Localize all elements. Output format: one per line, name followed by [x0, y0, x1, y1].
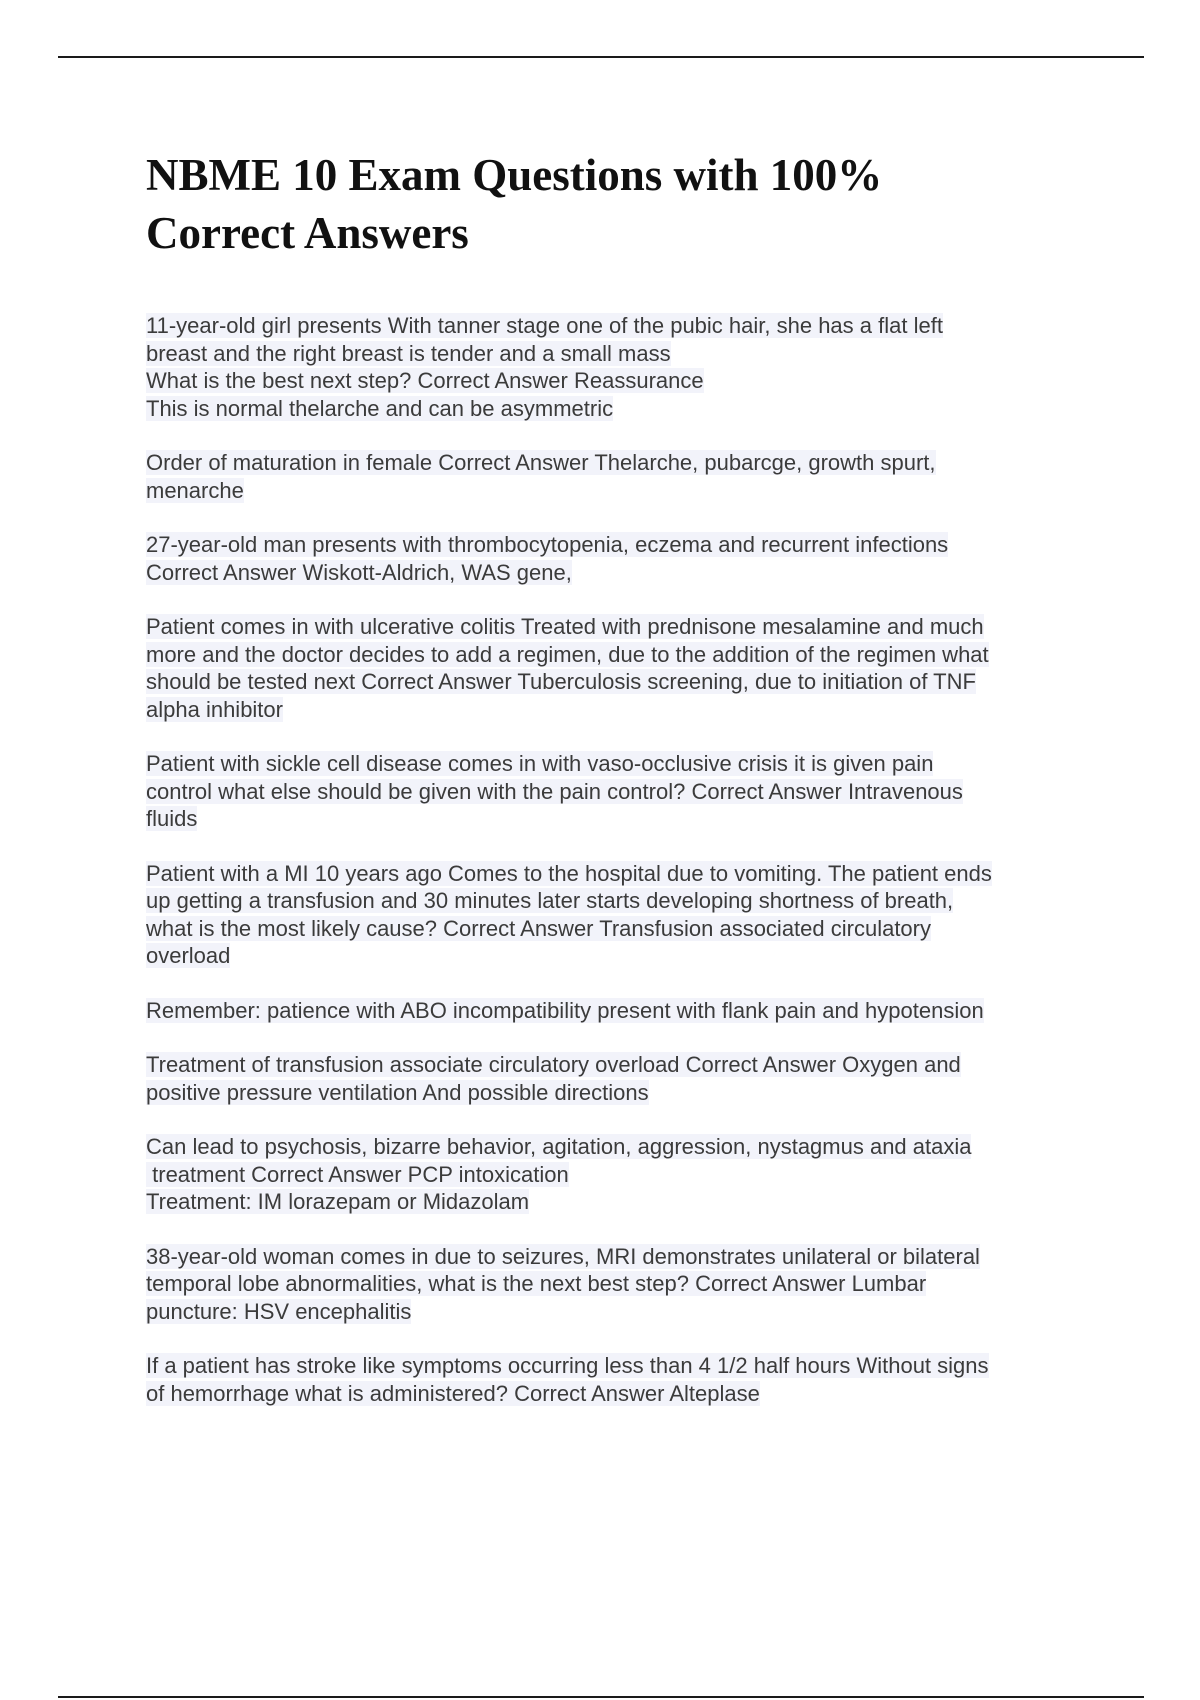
qa-line-text: Correct Answer Wiskott-Aldrich, WAS gene, — [146, 559, 572, 585]
qa-item — [146, 312, 1096, 422]
header-rule — [58, 56, 1144, 58]
qa-line — [146, 887, 1096, 915]
qa-line — [146, 340, 1096, 368]
qa-line-text: menarche — [146, 477, 244, 503]
qa-line — [146, 750, 1096, 778]
qa-item — [146, 613, 1096, 723]
qa-line-text: should be tested next Correct Answer Tuberculosis screening, due to initiation of TNF — [146, 669, 976, 694]
qa-line-text: control what else should be given with the pain control? Correct Answer Intravenous — [146, 778, 963, 804]
qa-line — [146, 1051, 1096, 1079]
qa-line — [146, 641, 1096, 669]
qa-line — [146, 860, 1096, 888]
qa-line-text: breast and the right breast is tender and a small mass — [146, 340, 671, 366]
qa-line — [146, 778, 1096, 806]
title-line-1: NBME 10 Exam Questions with 100% — [146, 150, 883, 200]
qa-item — [146, 1352, 1096, 1407]
qa-line-text: 38-year-old woman comes in due to seizures, MRI demonstrates unilateral or bilateral — [146, 1243, 980, 1269]
qa-line-text: Patient with sickle cell disease comes in with vaso-occlusive crisis it is given pain — [146, 751, 934, 776]
qa-line-text: Can lead to psychosis, bizarre behavior, agitation, aggression, nystagmus and ataxia — [146, 1134, 972, 1159]
qa-line — [146, 1380, 1096, 1408]
qa-line — [146, 696, 1096, 724]
qa-line — [146, 531, 1096, 559]
qa-item — [146, 1243, 1096, 1326]
qa-line-text: positive pressure ventilation And possible directions — [146, 1079, 649, 1105]
qa-line — [146, 915, 1096, 943]
qa-line — [146, 805, 1096, 833]
qa-line-text: fluids — [146, 806, 198, 831]
qa-line-text: what is the most likely cause? Correct Answer Transfusion associated circulatory — [146, 915, 931, 941]
qa-line — [146, 1298, 1096, 1326]
qa-line-text: Order of maturation in female Correct Answer Thelarche, pubarcge, growth spurt, — [146, 450, 936, 475]
title-line-2: Correct Answers — [146, 208, 469, 258]
qa-line — [146, 477, 1096, 505]
qa-item — [146, 750, 1096, 833]
qa-line-text: Treatment of transfusion associate circulatory overload Correct Answer Oxygen and — [146, 1052, 961, 1077]
document-title — [146, 146, 1086, 262]
qa-line — [146, 1243, 1096, 1271]
qa-line — [146, 1079, 1096, 1107]
qa-line-text: Patient with a MI 10 years ago Comes to the hospital due to vomiting. The patient ends — [146, 860, 992, 886]
qa-line — [146, 312, 1096, 340]
qa-line-text: up getting a transfusion and 30 minutes later starts developing shortness of breath, — [146, 888, 954, 913]
qa-line-text: overload — [146, 943, 231, 968]
qa-line — [146, 1270, 1096, 1298]
qa-line-text: alpha inhibitor — [146, 696, 283, 722]
qa-line-text: puncture: HSV encephalitis — [146, 1298, 412, 1324]
qa-line-text: of hemorrhage what is administered? Correct Answer Alteplase — [146, 1380, 760, 1406]
qa-line-text: If a patient has stroke like symptoms occurring less than 4 1/2 half hours Without signs — [146, 1353, 989, 1378]
qa-line-text: 11-year-old girl presents With tanner stage one of the pubic hair, she has a flat left — [146, 313, 943, 338]
qa-line-text: Treatment: IM lorazepam or Midazolam — [146, 1189, 530, 1214]
qa-line-text: treatment Correct Answer PCP intoxication — [146, 1161, 569, 1187]
qa-line-text: 27-year-old man presents with thrombocytopenia, eczema and recurrent infections — [146, 532, 949, 557]
qa-list — [146, 312, 1096, 1434]
qa-line — [146, 613, 1096, 641]
qa-item — [146, 1133, 1096, 1216]
qa-line-text: Remember: patience with ABO incompatibility present with flank pain and hypotension — [146, 997, 984, 1023]
qa-item — [146, 1051, 1096, 1106]
qa-line — [146, 997, 1096, 1025]
qa-line-text: This is normal thelarche and can be asymmetric — [146, 395, 614, 421]
qa-line — [146, 1352, 1096, 1380]
qa-item — [146, 997, 1096, 1025]
qa-item — [146, 860, 1096, 970]
qa-line — [146, 942, 1096, 970]
qa-line-text: more and the doctor decides to add a regimen, due to the addition of the regimen what — [146, 641, 989, 667]
qa-line — [146, 1188, 1096, 1216]
qa-line-text: temporal lobe abnormalities, what is the next best step? Correct Answer Lumbar — [146, 1271, 927, 1296]
qa-line — [146, 449, 1096, 477]
footer-rule — [58, 1696, 1144, 1698]
qa-item — [146, 531, 1096, 586]
qa-line-text: What is the best next step? Correct Answer Reassurance — [146, 368, 704, 393]
qa-line-text: Patient comes in with ulcerative colitis Treated with prednisone mesalamine and much — [146, 614, 984, 639]
qa-line — [146, 395, 1096, 423]
qa-line — [146, 668, 1096, 696]
qa-line — [146, 367, 1096, 395]
qa-line — [146, 1133, 1096, 1161]
qa-line — [146, 1161, 1096, 1189]
qa-line — [146, 559, 1096, 587]
qa-item — [146, 449, 1096, 504]
